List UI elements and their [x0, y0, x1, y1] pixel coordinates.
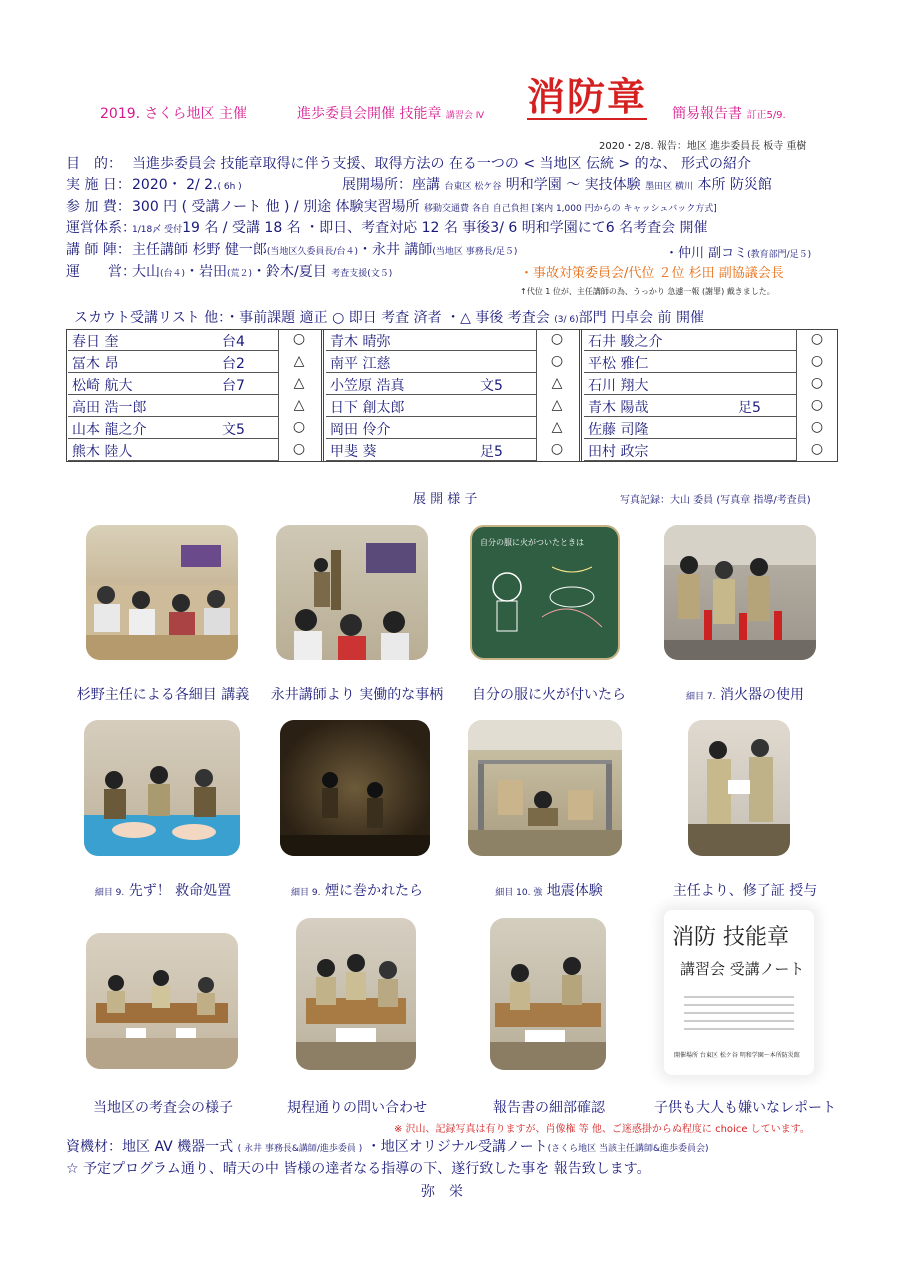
- caption-11-text: 報告書の細部確認: [493, 1100, 605, 1116]
- roster-mark: △: [293, 375, 305, 391]
- caption-3-text: 自分の服に火が付いたら: [472, 687, 626, 703]
- equipment-line: [66, 1138, 709, 1159]
- lecturer-line: [66, 241, 517, 262]
- roster-table: [66, 329, 838, 462]
- place-line: [342, 176, 772, 197]
- header-org: 2019. さくら地区 主催: [100, 106, 247, 122]
- roster-name: 田村 政宗: [588, 444, 649, 460]
- lecturer-b-small: (当地区 事務長/足５): [432, 247, 518, 257]
- roster-mark: ○: [550, 353, 564, 369]
- photo-extinguisher-svg: [664, 525, 816, 660]
- date-text: 2020・ 2/ 2.: [132, 177, 218, 193]
- roster-name: 甲斐 葵: [330, 444, 377, 460]
- photo-certificate-svg: [688, 720, 790, 856]
- caption-7-pre: 細目 10. 強: [495, 888, 543, 898]
- ops-text: 19 名 / 受講 18 名 ・即日、考査対応 12 名 事後3/ 6 明和学園にて6 名考査会 開催: [182, 220, 708, 236]
- roster-group: 文5: [222, 422, 245, 438]
- roster-mark-divider: [536, 329, 537, 461]
- roster-name: 春日 奎: [72, 334, 119, 350]
- ops-label: 運営体系：: [66, 220, 136, 236]
- staff-orange: ・事故対策委員会/代位 ２位 杉田 副協議会長: [520, 266, 784, 281]
- chalk-text: 自分の服に火がついたときは: [480, 538, 584, 547]
- caption-6: [264, 880, 450, 900]
- caption-7-text: 地震体験: [546, 883, 603, 899]
- staff-line: [66, 263, 392, 284]
- report-line: 2020・2/8. 報告：地区 進歩委員長 板寺 重樹: [599, 141, 807, 152]
- photo-chalkboard: [470, 525, 620, 660]
- caption-8-text: 主任より、修了証 授与: [672, 883, 818, 899]
- signature: 弥 栄: [421, 1184, 463, 1200]
- original-note-small: (さくら地区 当該主任講師&進歩委員会): [547, 1144, 709, 1154]
- staff-a: 大山: [132, 264, 160, 280]
- roster-mark: △: [293, 353, 305, 369]
- lecturer-c-line: [665, 244, 811, 265]
- caption-6-text: 煙に巻かれたら: [324, 883, 423, 899]
- roster-mark: △: [551, 397, 563, 413]
- fee-small: 移動交通費 各自 自己負担 [案内 1,000 円からの キャッシュバック方式]: [424, 204, 717, 214]
- roster-name: 日下 創太郎: [330, 400, 405, 416]
- photo-report-check-svg: [490, 918, 606, 1070]
- caption-2-text: 永井講師より 実働的な事柄: [270, 687, 444, 703]
- roster-mark: ○: [292, 441, 306, 457]
- date-duration: ( 6h ): [217, 182, 242, 192]
- staff-c: ・鈴木/夏目: [252, 264, 327, 280]
- roster-name: 松崎 航大: [72, 378, 133, 394]
- photo-instructor-svg: [276, 525, 428, 660]
- equipment-small: ( 永井 事務長&講師/進歩委員 ): [237, 1144, 363, 1154]
- roster-name: 小笠原 浩真: [330, 378, 405, 394]
- header-committee-small: 講習会 Ⅳ: [445, 111, 485, 121]
- roster-mark: ○: [810, 397, 824, 413]
- roster-row-line: [68, 372, 278, 373]
- roster-mark: ○: [810, 419, 824, 435]
- roster-row-line: [584, 460, 796, 461]
- caption-1-text: 杉野主任による各細目 講義: [76, 687, 250, 703]
- roster-mark: ○: [292, 419, 306, 435]
- photo-inquiry: [296, 918, 416, 1070]
- original-note: ・地区オリジナル受講ノート: [366, 1139, 548, 1155]
- roster-name: 平松 雅仁: [588, 356, 649, 372]
- photo-instructor: [276, 525, 428, 660]
- roster-name: 石井 駿之介: [588, 334, 663, 350]
- photo-review: [86, 933, 238, 1069]
- header-report-type: [672, 103, 786, 123]
- page-title: 消防章: [527, 75, 648, 119]
- place-b-small: 墨田区 横川: [645, 182, 694, 192]
- roster-column-divider: [579, 329, 582, 461]
- photo-earthquake: [468, 720, 622, 856]
- roster-row-line: [68, 438, 278, 439]
- caption-10: [264, 1097, 450, 1117]
- caption-5-text: 先ず！ 救命処置: [128, 883, 232, 899]
- caption-8: [650, 880, 840, 900]
- roster-group: 足5: [738, 400, 761, 416]
- roster-row-line: [584, 416, 796, 417]
- roster-name: 佐藤 司隆: [588, 422, 649, 438]
- roster-mark: ○: [550, 331, 564, 347]
- roster-row-line: [326, 394, 536, 395]
- caption-4-pre: 細目 7.: [686, 692, 716, 702]
- roster-header-text: スカウト受講リスト 他：・事前課題 適正 ○ 即日 考査 済者 ・△ 事後 考査会: [74, 310, 550, 326]
- photo-extinguisher: [664, 525, 816, 660]
- roster-name: 青木 晴弥: [330, 334, 391, 350]
- roster-mark: ○: [550, 441, 564, 457]
- photo-smoke: [280, 720, 430, 856]
- roster-row-line: [326, 460, 536, 461]
- photo-certificate: [688, 720, 790, 856]
- roster-row-line: [584, 394, 796, 395]
- notebook-lines: [684, 990, 794, 1040]
- roster-row-line: [68, 350, 278, 351]
- notebook-footer: 開催場所 台東区 松ケ谷 明和学園～本所防災館: [674, 1052, 800, 1059]
- roster-name: 高田 浩一郎: [72, 400, 147, 416]
- roster-name: 石川 翔大: [588, 378, 649, 394]
- date-label: 実 施 日：: [66, 177, 131, 193]
- caption-4-text: 消火器の使用: [719, 687, 804, 703]
- roster-row-line: [584, 372, 796, 373]
- roster-name: 山本 龍之介: [72, 422, 147, 438]
- notebook-title: 消防 技能章: [672, 925, 789, 950]
- photo-inquiry-svg: [296, 918, 416, 1070]
- place-b: 明和学園 ～ 実技体験: [505, 177, 641, 193]
- roster-column-divider: [321, 329, 324, 461]
- purpose-line: [66, 155, 751, 174]
- photo-cpr-svg: [84, 720, 240, 856]
- roster-mark: ○: [810, 375, 824, 391]
- roster-mark: ○: [810, 353, 824, 369]
- roster-name: 南平 江慈: [330, 356, 391, 372]
- caption-7: [456, 880, 642, 900]
- caption-3: [456, 684, 642, 704]
- staff-c-small: 考査支援(文５): [331, 269, 393, 279]
- privacy-note: ※ 沢山、記録写真は有りますが、肖像権 等 他、ご迷惑掛からぬ程度に choice しています。: [394, 1124, 810, 1135]
- roster-mark: ○: [292, 331, 306, 347]
- equipment-text: 資機材：地区 AV 機器一式: [66, 1139, 234, 1155]
- roster-group: 足5: [480, 444, 503, 460]
- photo-chalkboard-svg: [472, 527, 618, 658]
- photo-cpr: [84, 720, 240, 856]
- roster-group: 台7: [222, 378, 245, 394]
- caption-6-pre: 細目 9.: [291, 888, 321, 898]
- gallery-heading: 展 開 様 子: [413, 492, 478, 507]
- purpose-text: 当進歩委員会 技能章取得に伴う支援、取得方法の 在る一つの < 当地区 伝統 > 的な、 形式の紹介: [132, 156, 752, 172]
- header-report-type-text: 簡易報告書: [672, 106, 742, 122]
- header-committee-text: 進歩委員会開催 技能章: [297, 106, 442, 122]
- notebook-subtitle: 講習会 受講ノート: [680, 960, 805, 978]
- photo-lecture-svg: [86, 525, 238, 660]
- gallery-credit: 写真記録：大山 委員 (写真章 指導/考査員): [620, 495, 811, 506]
- lecturer-a-small: (当地区久委員長/台４): [266, 247, 358, 257]
- staff-note: ↑代位 1 位が、主任講師の為、うっかり 急遽一報 (謝罪) 戴きました。: [520, 287, 775, 296]
- roster-row-line: [326, 416, 536, 417]
- roster-name: 冨木 昂: [72, 356, 119, 372]
- staff-b-small: (荒２): [227, 269, 253, 279]
- date-line: [66, 176, 242, 197]
- caption-12: [650, 1097, 840, 1117]
- caption-5: [70, 880, 256, 900]
- roster-mark-divider: [796, 329, 797, 461]
- caption-10-text: 規程通りの問い合わせ: [287, 1100, 427, 1116]
- roster-row-line: [68, 394, 278, 395]
- caption-9-text: 当地区の考査会の様子: [93, 1100, 233, 1116]
- photo-review-svg: [86, 933, 238, 1069]
- photo-lecture: [86, 525, 238, 660]
- roster-mark: ○: [810, 331, 824, 347]
- place-a: 展開場所：座講: [342, 177, 440, 193]
- fee-text: 300 円 ( 受講ノート 他 ) / 別途 体験実習場所: [132, 199, 420, 215]
- roster-mark: △: [293, 397, 305, 413]
- staff-a-small: (台４): [160, 269, 186, 279]
- roster-row-line: [326, 438, 536, 439]
- lecturer-a: 主任講師 杉野 健一郎: [132, 242, 267, 258]
- roster-mark-divider: [278, 329, 279, 461]
- ops-small: 1/18〆 受付: [132, 225, 183, 235]
- caption-9: [70, 1097, 256, 1117]
- header-committee: [297, 103, 484, 123]
- purpose-label: 目 的：: [66, 156, 122, 172]
- fee-label: 参 加 費：: [66, 199, 131, 215]
- place-c: 本所 防災館: [697, 177, 772, 193]
- roster-name: 熊木 陸人: [72, 444, 133, 460]
- roster-row-line: [584, 438, 796, 439]
- caption-2: [264, 684, 450, 704]
- caption-11: [456, 1097, 642, 1117]
- staff-label: 運 営：: [66, 264, 136, 280]
- roster-group: 台4: [222, 334, 245, 350]
- roster-mark: △: [551, 419, 563, 435]
- lecturer-c-small: (教育部門/足５): [747, 250, 812, 260]
- photo-smoke-svg: [280, 720, 430, 856]
- roster-mark: ○: [810, 441, 824, 457]
- roster-header: [74, 309, 704, 330]
- caption-12-text: 子供も大人も嫌いなレポート: [654, 1100, 836, 1116]
- roster-name: 青木 陽哉: [588, 400, 649, 416]
- roster-row-line: [584, 350, 796, 351]
- roster-row-line: [68, 460, 278, 461]
- photo-notebook: [664, 910, 814, 1075]
- closing-line: ☆ 予定プログラム通り、晴天の中 皆様の達者なる指導の下、遂行致した事を 報告致します。: [66, 1161, 651, 1177]
- roster-mark: △: [551, 375, 563, 391]
- caption-1: [70, 684, 256, 704]
- staff-b: ・岩田: [185, 264, 228, 280]
- roster-group: 文5: [480, 378, 503, 394]
- lecturer-c: ・仲川 副コミ: [665, 246, 748, 261]
- photo-earthquake-svg: [468, 720, 622, 856]
- fee-line: [66, 198, 717, 219]
- ops-line: [66, 219, 708, 240]
- roster-row-line: [326, 350, 536, 351]
- roster-header-small: (3/ 6): [554, 315, 579, 325]
- caption-5-pre: 細目 9.: [94, 888, 125, 898]
- roster-group: 台2: [222, 356, 245, 372]
- lecturer-label: 講 師 陣：: [66, 242, 131, 258]
- roster-row-line: [326, 372, 536, 373]
- place-a-small: 台東区 松ケ谷: [444, 182, 502, 192]
- caption-4: [650, 684, 840, 704]
- roster-header-tail: 部門 円卓会 前 開催: [578, 310, 704, 326]
- roster-row-line: [68, 416, 278, 417]
- header-correction: 訂正5/9.: [746, 110, 786, 121]
- lecturer-b: ・永井 講師: [357, 242, 433, 258]
- roster-name: 岡田 伶介: [330, 422, 391, 438]
- photo-report-check: [490, 918, 606, 1070]
